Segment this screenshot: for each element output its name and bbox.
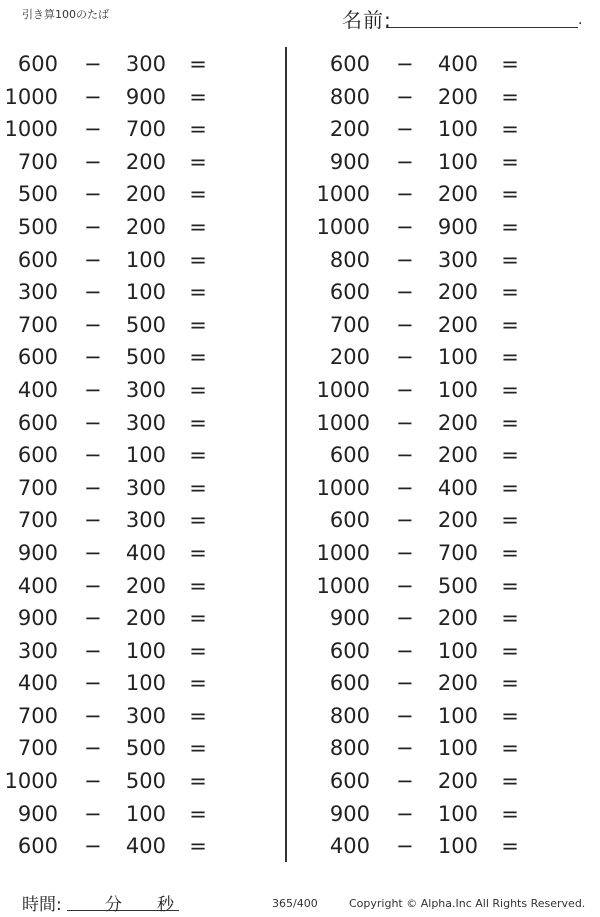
subtrahend: 500 [125,769,166,794]
subtrahend: 400 [125,834,166,859]
page-number: 365/400 [272,897,318,910]
subtrahend: 100 [125,280,166,305]
minus-sign: − [396,345,414,370]
minus-sign: − [396,638,414,663]
minuend: 600 [17,410,58,435]
minuend: 800 [329,736,370,761]
subtrahend: 100 [437,149,478,174]
minuend: 1000 [4,117,58,142]
minuend: 700 [17,149,58,174]
subtrahend: 200 [437,182,478,207]
seconds-label: 秒 [157,895,174,915]
equals-sign: = [501,475,519,500]
minus-sign: − [396,149,414,174]
equals-sign: = [501,182,519,207]
equals-sign: = [501,573,519,598]
minus-sign: − [84,117,102,142]
equals-sign: = [189,443,207,468]
equals-sign: = [189,475,207,500]
minus-sign: − [396,52,414,76]
minus-sign: − [84,801,102,826]
minuend: 400 [17,573,58,598]
minuend: 800 [329,247,370,272]
minutes-label: 分 [105,895,122,915]
equals-sign: = [189,345,207,370]
minus-sign: − [396,410,414,435]
minuend: 600 [329,769,370,794]
minuend: 700 [17,703,58,728]
subtrahend: 300 [125,508,166,533]
minuend: 800 [329,84,370,109]
subtrahend: 400 [125,540,166,565]
subtrahend: 200 [437,606,478,631]
minus-sign: − [396,606,414,631]
minus-sign: − [84,671,102,696]
minus-sign: − [396,540,414,565]
equals-sign: = [501,84,519,109]
equals-sign: = [189,117,207,142]
minuend: 400 [17,671,58,696]
copyright-text: Copyright © Alpha.Inc All Rights Reserved. [349,897,586,910]
minus-sign: − [396,508,414,533]
minuend: 600 [17,345,58,370]
subtrahend: 100 [437,703,478,728]
minus-sign: − [396,280,414,305]
equals-sign: = [189,703,207,728]
subtrahend: 100 [125,443,166,468]
equals-sign: = [189,377,207,402]
minus-sign: − [396,671,414,696]
name-dot: . [578,12,583,28]
minuend: 400 [17,377,58,402]
minuend: 600 [17,834,58,859]
minuend: 500 [17,182,58,207]
subtrahend: 300 [437,247,478,272]
equals-sign: = [189,280,207,305]
worksheet-title: 引き算100のたば [22,8,109,21]
minuend: 900 [329,149,370,174]
minus-sign: − [396,736,414,761]
equals-sign: = [189,508,207,533]
equals-sign: = [501,540,519,565]
minuend: 1000 [316,214,370,239]
equals-sign: = [189,52,207,76]
equals-sign: = [189,182,207,207]
minus-sign: − [84,149,102,174]
equals-sign: = [189,247,207,272]
equals-sign: = [189,214,207,239]
subtrahend: 300 [125,703,166,728]
minus-sign: − [84,834,102,859]
equals-sign: = [501,736,519,761]
subtrahend: 100 [437,834,478,859]
minuend: 1000 [316,475,370,500]
minuend: 700 [17,475,58,500]
minus-sign: − [84,280,102,305]
minuend: 600 [329,638,370,663]
subtrahend: 100 [437,117,478,142]
minus-sign: − [84,345,102,370]
minus-sign: − [84,182,102,207]
minuend: 700 [17,508,58,533]
minus-sign: − [84,443,102,468]
column-divider [285,47,287,862]
minuend: 1000 [316,540,370,565]
minuend: 800 [329,703,370,728]
minus-sign: − [84,312,102,337]
equals-sign: = [189,671,207,696]
minus-sign: − [396,573,414,598]
equals-sign: = [189,834,207,859]
minus-sign: − [84,508,102,533]
equals-sign: = [501,214,519,239]
minus-sign: − [84,84,102,109]
equals-sign: = [501,52,519,76]
name-underline [386,27,578,28]
subtrahend: 900 [125,84,166,109]
subtrahend: 300 [125,410,166,435]
minus-sign: − [396,703,414,728]
subtrahend: 500 [125,312,166,337]
minuend: 600 [17,52,58,76]
equals-sign: = [501,703,519,728]
minus-sign: − [84,475,102,500]
minuend: 1000 [316,573,370,598]
subtrahend: 200 [125,182,166,207]
minus-sign: − [396,214,414,239]
minus-sign: − [84,736,102,761]
footer [0,880,600,914]
subtrahend: 100 [125,247,166,272]
minus-sign: − [396,443,414,468]
subtrahend: 200 [437,508,478,533]
subtrahend: 200 [437,312,478,337]
subtrahend: 100 [125,638,166,663]
equals-sign: = [189,540,207,565]
minus-sign: − [396,801,414,826]
minuend: 400 [329,834,370,859]
minuend: 900 [329,801,370,826]
minus-sign: − [396,834,414,859]
equals-sign: = [501,149,519,174]
subtrahend: 500 [437,573,478,598]
equals-sign: = [501,638,519,663]
equals-sign: = [501,312,519,337]
subtrahend: 100 [437,736,478,761]
subtrahend: 200 [437,410,478,435]
equals-sign: = [501,769,519,794]
subtrahend: 200 [437,280,478,305]
equals-sign: = [501,801,519,826]
equals-sign: = [189,410,207,435]
subtrahend: 700 [125,117,166,142]
subtrahend: 200 [125,573,166,598]
minus-sign: − [84,573,102,598]
subtrahend: 100 [125,801,166,826]
subtrahend: 300 [125,377,166,402]
minuend: 700 [17,736,58,761]
minuend: 600 [329,280,370,305]
subtrahend: 100 [437,638,478,663]
subtrahend: 900 [437,214,478,239]
subtrahend: 200 [437,443,478,468]
minus-sign: − [84,540,102,565]
minuend: 500 [17,214,58,239]
subtrahend: 100 [437,377,478,402]
minus-sign: − [396,312,414,337]
equals-sign: = [189,573,207,598]
minuend: 1000 [4,84,58,109]
subtrahend: 700 [437,540,478,565]
subtrahend: 500 [125,345,166,370]
subtrahend: 100 [125,671,166,696]
subtrahend: 200 [125,214,166,239]
minus-sign: − [84,52,102,76]
subtrahend: 200 [125,606,166,631]
equals-sign: = [501,247,519,272]
minus-sign: − [396,182,414,207]
equals-sign: = [501,606,519,631]
minus-sign: − [396,475,414,500]
minuend: 200 [329,117,370,142]
minuend: 600 [17,443,58,468]
minus-sign: − [84,769,102,794]
subtrahend: 200 [437,84,478,109]
time-label: 時間: [22,895,62,915]
minuend: 600 [329,52,370,76]
minus-sign: − [84,606,102,631]
equals-sign: = [501,443,519,468]
minus-sign: − [84,377,102,402]
subtrahend: 400 [437,52,478,76]
subtrahend: 500 [125,736,166,761]
minuend: 200 [329,345,370,370]
subtrahend: 400 [437,475,478,500]
equals-sign: = [189,801,207,826]
minuend: 300 [17,638,58,663]
minus-sign: − [84,247,102,272]
equals-sign: = [189,149,207,174]
equals-sign: = [189,312,207,337]
equals-sign: = [501,671,519,696]
equals-sign: = [501,280,519,305]
subtrahend: 100 [437,345,478,370]
minus-sign: − [84,638,102,663]
equals-sign: = [189,606,207,631]
minus-sign: − [84,703,102,728]
equals-sign: = [501,117,519,142]
equals-sign: = [501,834,519,859]
name-label: 名前: [342,8,392,32]
minuend: 600 [329,671,370,696]
minuend: 700 [17,312,58,337]
equals-sign: = [189,638,207,663]
minuend: 900 [329,606,370,631]
minuend: 900 [17,540,58,565]
minuend: 600 [17,247,58,272]
minuend: 900 [17,801,58,826]
name-field [342,4,582,30]
minuend: 700 [329,312,370,337]
minuend: 1000 [316,377,370,402]
subtrahend: 100 [437,801,478,826]
minus-sign: − [396,769,414,794]
equals-sign: = [189,736,207,761]
subtrahend: 300 [125,475,166,500]
minus-sign: − [84,410,102,435]
minuend: 900 [17,606,58,631]
minuend: 1000 [316,182,370,207]
subtrahend: 200 [437,671,478,696]
equals-sign: = [189,769,207,794]
equals-sign: = [501,410,519,435]
minus-sign: − [396,117,414,142]
minuend: 600 [329,508,370,533]
minuend: 1000 [4,769,58,794]
subtrahend: 200 [437,769,478,794]
minus-sign: − [396,247,414,272]
equals-sign: = [501,345,519,370]
minuend: 1000 [316,410,370,435]
minuend: 300 [17,280,58,305]
minus-sign: − [396,84,414,109]
minus-sign: − [84,214,102,239]
equals-sign: = [501,377,519,402]
minus-sign: − [396,377,414,402]
minuend: 600 [329,443,370,468]
equals-sign: = [189,84,207,109]
subtrahend: 200 [125,149,166,174]
equals-sign: = [501,508,519,533]
subtrahend: 300 [125,52,166,76]
